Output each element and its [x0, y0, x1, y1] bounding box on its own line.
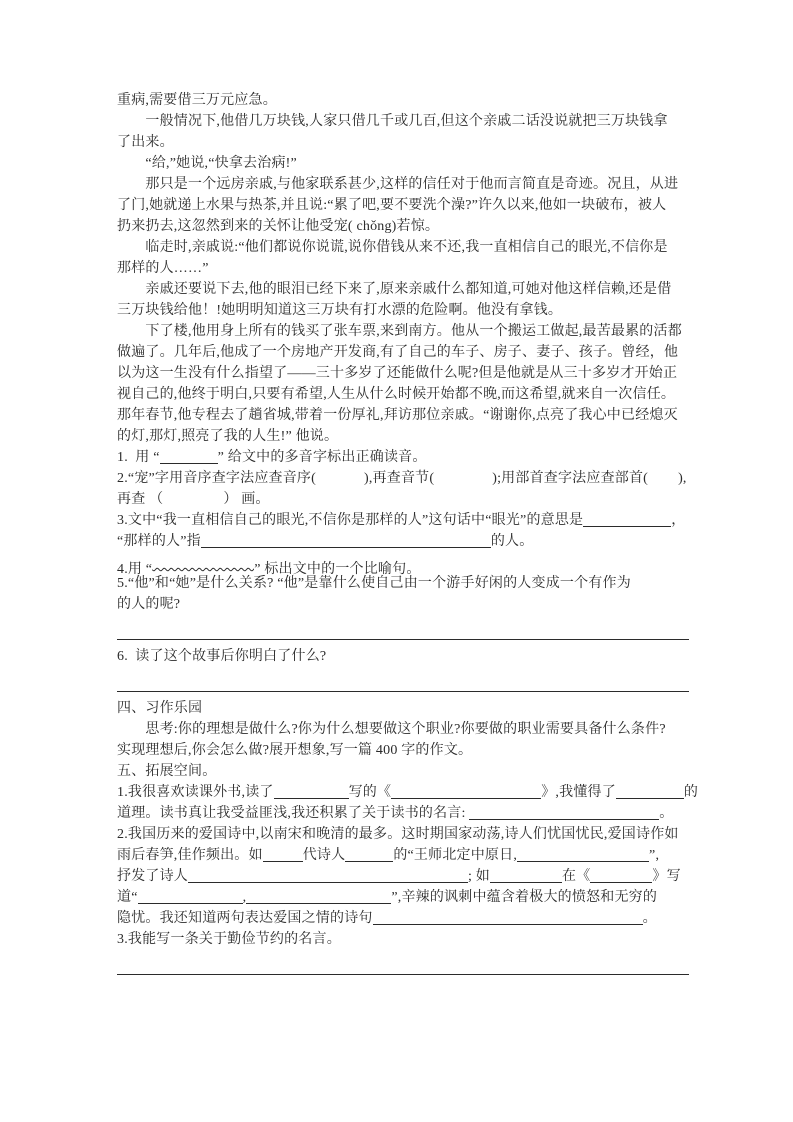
- text-run: “那样的人”指: [117, 534, 201, 549]
- answer-line: [117, 950, 689, 975]
- text-run: 的灯,那灯,照亮了我的人生!” 他说。: [117, 429, 339, 444]
- extension-2: [117, 824, 689, 845]
- fill-in-blank: [590, 868, 652, 883]
- text-run: 写的《: [348, 785, 392, 800]
- extension-2-cont: [117, 908, 689, 929]
- wavy-line-mark: [152, 552, 254, 573]
- text-run: 的“王师北定中原日,: [393, 848, 518, 863]
- extension-1-cont: [117, 803, 689, 824]
- question-3: [117, 510, 689, 531]
- story-line: [117, 279, 689, 300]
- fill-in-blank: [616, 784, 684, 799]
- answer-gap: [163, 502, 223, 503]
- story-line: [117, 111, 689, 132]
- question-5-cont: [117, 594, 689, 615]
- text-run: 5.“他”和“她”是什么关系? “他”是靠什么使自己由一个游手好闲的人变成一个有作为: [117, 576, 631, 591]
- text-run: 。: [659, 806, 674, 821]
- text-run: 道“: [117, 890, 138, 905]
- text-run: ),再查音节(: [364, 471, 435, 486]
- answer-gap: [648, 481, 678, 482]
- fill-in-blank: [263, 847, 303, 862]
- answer-gap: [316, 481, 364, 482]
- question-3-cont: [117, 531, 689, 552]
- text-run: ，: [671, 513, 686, 528]
- question-2: [117, 468, 689, 489]
- story-line: [117, 300, 689, 321]
- text-run: 》写: [652, 869, 681, 884]
- text-run: 那只是一个远房亲戚,与他家联系甚少,这样的信任对于他而言简直是奇迹。况且，从进: [117, 177, 679, 192]
- fill-in-blank: [469, 805, 659, 820]
- story-line: [117, 321, 689, 342]
- text-run: 隐忧。我还知道两句表达爱国之情的诗句: [117, 911, 373, 926]
- section-4-heading: [117, 698, 689, 719]
- text-run: 1.我很喜欢读课外书,读了: [117, 785, 274, 800]
- fill-in-blank: [345, 847, 393, 862]
- story-line: [117, 216, 689, 237]
- question-5: [117, 573, 689, 594]
- text-run: 。: [642, 911, 657, 926]
- text-run: 扔来扔去,这忽然到来的关怀让他受宠( chǒng)若惊。: [117, 219, 440, 234]
- text-run: 6. 读了这个故事后你明白了什么?: [117, 649, 327, 664]
- extension-1: [117, 782, 699, 803]
- text-run: 3.我能写一条关于勤俭节约的名言。: [117, 932, 341, 947]
- section-5-heading: [117, 761, 689, 782]
- fill-in-blank: [201, 533, 491, 548]
- story-line: [117, 384, 689, 405]
- story-line: [117, 363, 689, 384]
- story-line: [117, 153, 689, 174]
- extension-2-cont: [117, 866, 689, 887]
- question-6: [117, 646, 689, 667]
- extension-2-cont: [117, 845, 689, 866]
- text-run: 实现理想后,你会怎么做?展开想象,写一篇 400 字的作文。: [117, 743, 473, 758]
- text-run: 》,我懂得了: [541, 785, 616, 800]
- text-run: 了出来。: [117, 135, 174, 150]
- fill-in-blank: [246, 889, 391, 904]
- text-run: 抒发了诗人: [117, 869, 188, 884]
- text-run: ） 画。: [223, 492, 270, 507]
- text-run: 了门,她就递上水果与热茶,并且说:“累了吧,要不要洗个澡?”许久以来,他如一块破布，被人: [117, 198, 667, 213]
- text-run: 代诗人: [302, 848, 346, 863]
- text-run: 的: [683, 785, 699, 800]
- text-run: 再查 （: [117, 492, 164, 507]
- text-run: 思考:你的理想是做什么?你为什么想要做这个职业?你要做的职业需要具备什么条件?: [117, 722, 666, 737]
- text-run: 3.文中“我一直相信自己的眼光,不信你是那样的人”这句话中“眼光”的意思是: [117, 513, 584, 528]
- fill-in-blank: [373, 910, 643, 925]
- text-run: 三万块钱给他！!她明明知道这三万块有打水漂的危险啊。他没有拿钱。: [117, 303, 563, 318]
- text-run: 雨后春笋,佳作频出。如: [117, 848, 263, 863]
- text-run: ” 给文中的多音字标出正确读音。: [217, 450, 427, 465]
- text-run: 一般情况下,他借几万块钱,人家只借几千或几百,但这个亲戚二话没说就把三万块钱拿: [117, 114, 668, 129]
- text-run: 那样的人……”: [117, 261, 209, 276]
- story-line: [117, 132, 689, 153]
- text-run: 以为这一生没有什么指望了——三十多岁了还能做什么呢?但是他就是从三十多岁才开始正: [117, 366, 678, 381]
- text-run: 视自己的,他终于明白,只要有希望,人生从什么时候开始都不晚,而这希望,就来自一次信任。: [117, 387, 676, 402]
- fill-in-blank: [391, 784, 541, 799]
- text-run: 五、拓展空间。: [117, 764, 217, 779]
- answer-line: [117, 615, 689, 640]
- text-run: 1. 用 “: [117, 450, 160, 465]
- extension-3: [117, 929, 689, 950]
- text-run: 四、习作乐园: [117, 701, 203, 716]
- text-run: 在《: [562, 869, 591, 884]
- extension-2-cont: [117, 887, 689, 908]
- text-run: 道理。读书真让我受益匪浅,我还积累了关于读书的名言:: [117, 806, 470, 821]
- text-run: ”,辛辣的讽刺中蕴含着极大的愤怒和无穷的: [391, 890, 658, 905]
- question-1: [117, 447, 689, 468]
- text-run: “给,”她说,“快拿去治病!”: [117, 156, 297, 171]
- answer-gap: [434, 481, 492, 482]
- text-run: 下了楼,他用身上所有的钱买了张车票,来到南方。他从一个搬运工做起,最苦最累的活都: [117, 324, 682, 339]
- answer-line: [117, 667, 689, 692]
- fill-in-blank: [160, 449, 218, 464]
- text-run: ,: [242, 890, 247, 905]
- story-line: [117, 405, 689, 426]
- text-run: 4.用 “: [117, 562, 153, 577]
- text-run: ),: [678, 471, 687, 486]
- text-run: 2.我国历来的爱国诗中,以南宋和晚清的最多。这时期国家动荡,诗人们忧国忧民,爱国诗作如: [117, 827, 679, 842]
- text-run: 亲戚还要说下去,他的眼泪已经下来了,原来亲戚什么都知道,可她对他这样信赖,还是借: [117, 282, 672, 297]
- story-line: [117, 342, 689, 363]
- worksheet-content: [117, 90, 699, 981]
- writing-prompt: [117, 719, 689, 740]
- story-line: [117, 258, 689, 279]
- story-line: [117, 426, 689, 447]
- fill-in-blank: [138, 889, 243, 904]
- text-run: 的人的呢?: [117, 597, 181, 612]
- question-2-cont: [117, 489, 689, 510]
- text-run: 做遍了。几年后,他成了一个房地产开发商,有了自己的车子、房子、妻子、孩子。曾经，他: [117, 345, 679, 360]
- text-run: ; 如: [468, 869, 490, 884]
- story-line: [117, 195, 689, 216]
- story-line: [117, 90, 689, 111]
- text-run: 临走时,亲戚说:“他们都说你说谎,说你借钱从来不还,我一直相信自己的眼光,不信你是: [117, 240, 668, 255]
- fill-in-blank: [274, 784, 349, 799]
- text-run: ”,: [649, 848, 660, 863]
- question-4: [117, 552, 689, 577]
- text-run: 的人。: [490, 534, 534, 549]
- fill-in-blank: [490, 868, 562, 883]
- text-run: 那年春节,他专程去了趟省城,带着一份厚礼,拜访那位亲戚。“谢谢你,点亮了我心中已经熄灭: [117, 408, 678, 423]
- text-run: 2.“宠”字用音序查字法应查音序(: [117, 471, 316, 486]
- fill-in-blank: [517, 847, 649, 862]
- story-line: [117, 174, 689, 195]
- text-run: 重病,需要借三万元应急。: [117, 93, 277, 108]
- story-line: [117, 237, 689, 258]
- text-run: );用部首查字法应查部首(: [492, 471, 649, 486]
- fill-in-blank: [583, 512, 671, 527]
- text-run: ” 标出文中的一个比喻句。: [254, 562, 421, 577]
- fill-in-blank: [188, 868, 468, 883]
- writing-prompt-cont: [117, 740, 689, 761]
